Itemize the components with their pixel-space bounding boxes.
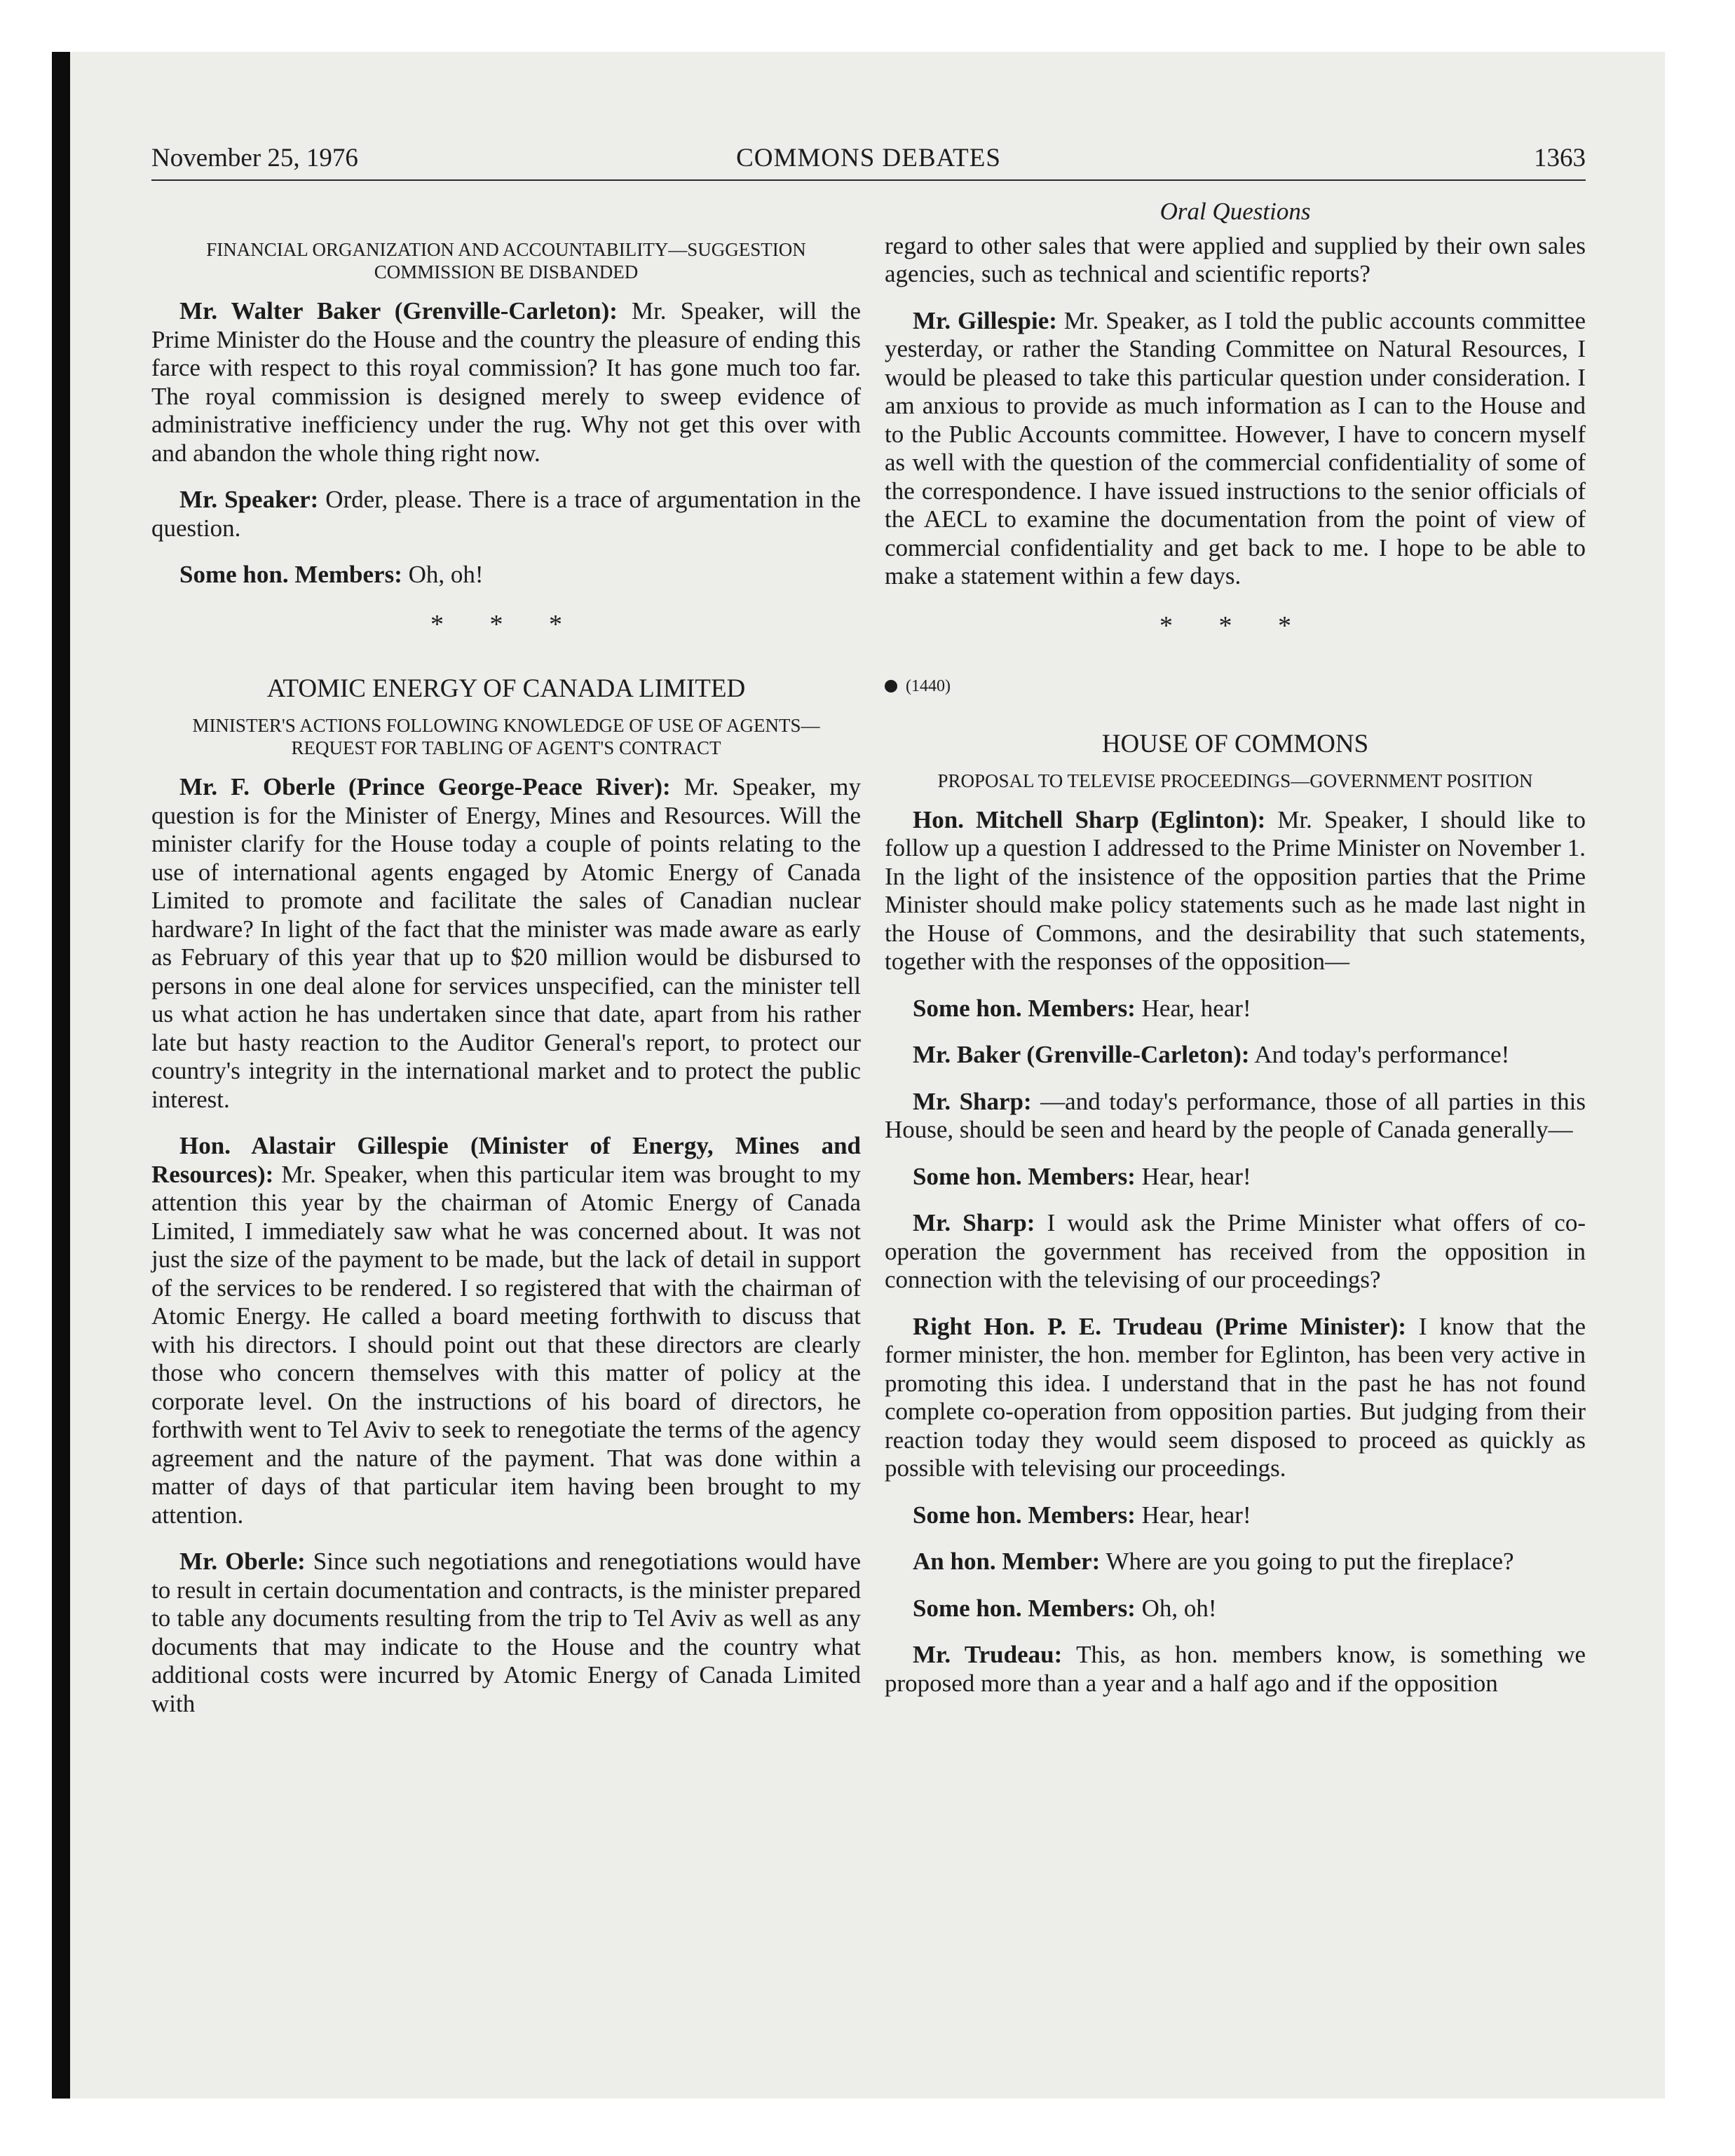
speech-paragraph <box>151 1132 861 1529</box>
speaker-name: Mr. Sharp: <box>913 1209 1035 1236</box>
section-divider-stars: * * * <box>1159 610 1311 641</box>
speech-text: Oh, oh! <box>1135 1594 1217 1622</box>
time-marker <box>885 672 1586 701</box>
bullet-dot-icon <box>885 680 897 692</box>
header-page-number: 1363 <box>1534 144 1586 172</box>
speech-text: Mr. Speaker, when this particular item was brought to my attention this year by the chairman of Atomic Energy of Canada Limited, I immediately saw what he was concerned about. It was not just the size of the payment to be made, but the lack of detail in support of the services to be rendered. I so registered that with the chairman of Atomic Energy. He called a board meeting forthwith to discuss that with his directors. I should point out that these directors are clearly those who concern themselves with this matter of policy at the corporate level. On the instructions of his board of directors, he forthwith went to Tel Aviv to seek to renegotiate the terms of the agency agreement and the nature of the payment. That was done within a matter of days of that particular item having been brought to my attention. <box>151 1160 861 1529</box>
speech-text: Hear, hear! <box>1135 994 1251 1022</box>
page-header <box>151 143 1586 181</box>
speaker-name: Some hon. Members: <box>179 561 402 588</box>
section-subheading: MINISTER'S ACTIONS FOLLOWING KNOWLEDGE OF USE OF AGENTS—REQUEST FOR TABLING OF AGENT'S CONTRACT <box>192 715 820 758</box>
section-divider-stars: * * * <box>430 609 582 639</box>
speech-paragraph <box>151 773 861 1114</box>
speech-paragraph <box>885 307 1586 591</box>
speaker-name: Hon. Mitchell Sharp (Eglinton): <box>913 805 1266 833</box>
speaker-name: Mr. Sharp: <box>913 1087 1032 1115</box>
speech-text: regard to other sales that were applied and supplied by their own sales agencies, such as technical and scientific reports? <box>885 231 1586 287</box>
speaker-name: Some hon. Members: <box>913 994 1136 1022</box>
speech-text: Mr. Speaker, I should like to follow up a question I addressed to the Prime Minister on November 1. In the light of the insistence of the opposition parties that the Prime Minister should make policy statements such as he made last night in the House of Commons, and the desirability that such statements, together with the responses of the opposition— <box>885 805 1586 975</box>
section-subheading: FINANCIAL ORGANIZATION AND ACCOUNTABILITY—SUGGESTION COMMISSION BE DISBANDED <box>206 239 806 282</box>
speech-text: I would ask the Prime Minister what offers of co-operation the government has received from the opposition in connection with the televising of our proceedings? <box>885 1209 1586 1293</box>
speaker-name: Right Hon. P. E. Trudeau (Prime Minister): <box>913 1312 1407 1340</box>
speech-paragraph <box>885 1501 1586 1530</box>
header-title: COMMONS DEBATES <box>736 144 1001 172</box>
speech-paragraph <box>885 232 1586 289</box>
right-column <box>885 198 1586 1716</box>
speech-text: Where are you going to put the fireplace? <box>1100 1548 1514 1575</box>
speaker-name: An hon. Member: <box>913 1548 1101 1575</box>
speaker-name: Some hon. Members: <box>913 1501 1136 1529</box>
left-column <box>151 238 861 1736</box>
speech-text: —and today's performance, those of all parties in this House, should be seen and heard by the people of Canada generally— <box>885 1087 1586 1143</box>
time-marker-label: (1440) <box>906 677 951 695</box>
speech-paragraph <box>151 486 861 543</box>
speech-paragraph <box>885 1088 1586 1145</box>
speech-text: Mr. Speaker, will the Prime Minister do the House and the country the pleasure of ending this farce with respect to this royal commission? It has gone much too far. The royal commission is designed merely to sweep evidence of administrative inefficiency under the rug. Why not get this over with and abandon the whole thing right now. <box>151 297 861 467</box>
speech-text: Mr. Speaker, my question is for the Minister of Energy, Mines and Resources. Will the minister clarify for the House today a couple of points relating to the use of international agents engaged by Atomic Energy of Canada Limited to promote and facilitate the sales of Canadian nuclear hardware? In light of the fact that the minister was made aware as early as February of this year that up to $20 million would be disbursed to persons in one deal alone for services unspecified, can the minister tell us what action he has undertaken since that date, apart from his rather late but hasty reaction to the Auditor General's report, to protect our country's integrity in the international market and to protect the public interest. <box>151 773 861 1113</box>
speaker-name: Mr. Trudeau: <box>913 1641 1063 1668</box>
speech-paragraph <box>885 1163 1586 1192</box>
section-subheading: PROPOSAL TO TELEVISE PROCEEDINGS—GOVERNMENT POSITION <box>937 770 1533 791</box>
running-section-label: Oral Questions <box>1159 198 1311 225</box>
speech-text: Since such negotiations and renegotiations would have to result in certain documentation and contracts, is the minister prepared to table any documents resulting from the trip to Tel Aviv as well as any documents that may indicate to the House and the country what additional costs were incurred by Atomic Energy of Canada Limited with <box>151 1548 861 1717</box>
section-heading: HOUSE OF COMMONS <box>1101 729 1369 758</box>
speaker-name: Mr. Oberle: <box>179 1548 306 1575</box>
speech-paragraph <box>885 1595 1586 1623</box>
speech-paragraph <box>885 1041 1586 1070</box>
speaker-name: Mr. Speaker: <box>179 486 319 513</box>
speech-text: Oh, oh! <box>402 561 484 588</box>
speech-text: I know that the former minister, the hon. member for Eglinton, has been very active in promoting this idea. I understand that in the past he has not found complete co-operation from opposition parties. But judging from their reaction today they would seem disposed to proceed as quickly as possible with televising our proceedings. <box>885 1312 1586 1482</box>
scan-edge-bar <box>52 52 70 2099</box>
speaker-name: Some hon. Members: <box>913 1162 1136 1190</box>
speech-text: Hear, hear! <box>1135 1162 1251 1190</box>
speech-paragraph <box>885 995 1586 1023</box>
section-heading: ATOMIC ENERGY OF CANADA LIMITED <box>266 674 746 703</box>
speech-paragraph <box>885 806 1586 976</box>
speech-paragraph <box>885 1209 1586 1295</box>
speech-paragraph <box>885 1548 1586 1576</box>
speech-paragraph <box>151 297 861 468</box>
speech-paragraph <box>885 1641 1586 1698</box>
speech-paragraph <box>151 561 861 589</box>
speaker-name: Mr. Walter Baker (Grenville-Carleton): <box>179 297 618 325</box>
speech-paragraph <box>885 1313 1586 1483</box>
speaker-name: Some hon. Members: <box>913 1594 1136 1622</box>
header-date: November 25, 1976 <box>151 144 358 172</box>
speech-text: Mr. Speaker, as I told the public accounts committee yesterday, or rather the Standing Committee on Natural Resources, I would be pleased to take this particular question under consideration. I am anxious to provide as much information as I can to the House and to the Public Accounts committee. However, I have to concern myself as well with the question of the commercial confidentiality of some of the correspondence. I have issued instructions to the senior officials of the AECL to examine the documentation from the point of view of commercial confidentiality and get back to me. I hope to be able to make a statement within a few days. <box>885 306 1586 589</box>
speech-text: Order, please. There is a trace of argumentation in the question. <box>151 486 862 542</box>
speech-text: Hear, hear! <box>1135 1501 1251 1529</box>
speaker-name: Mr. Baker (Grenville-Carleton): <box>913 1041 1250 1068</box>
speaker-name: Hon. Alastair Gillespie (Minister of Energy, Mines and Resources): <box>151 1132 861 1188</box>
speaker-name: Mr. Gillespie: <box>913 306 1057 334</box>
speech-text: This, as hon. members know, is something we proposed more than a year and a half ago and if the opposition <box>885 1641 1586 1697</box>
speech-text: And today's performance! <box>1249 1041 1510 1068</box>
speaker-name: Mr. F. Oberle (Prince George-Peace River): <box>179 773 671 800</box>
speech-paragraph <box>151 1548 861 1718</box>
